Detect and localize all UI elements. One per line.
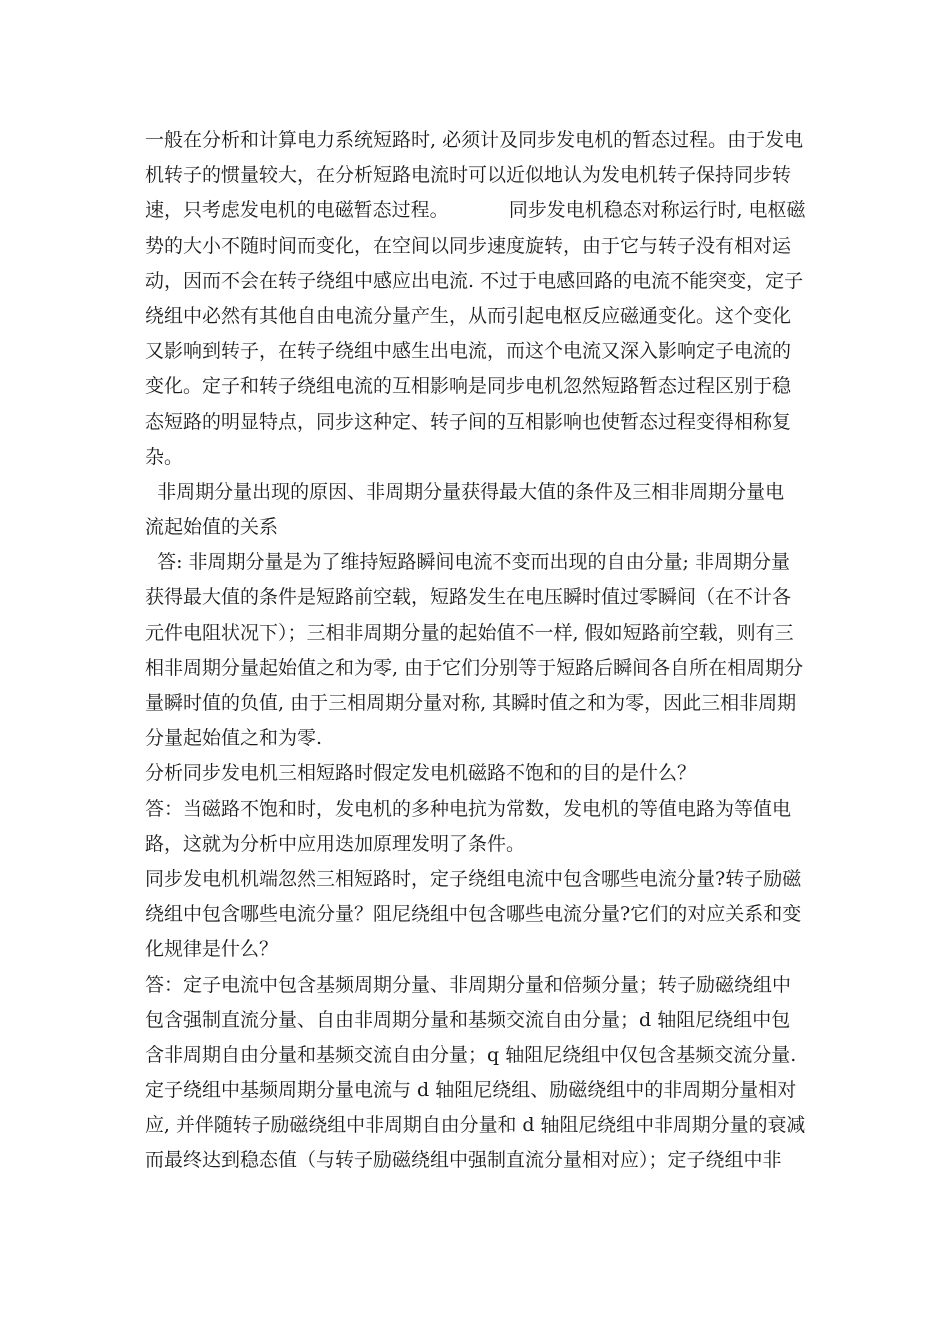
- text-line: 非周期分量出现的原因、非周期分量获得最大值的条件及三相非周期分量电: [145, 480, 785, 503]
- text-line: 应, 并伴随转子励磁绕组中非周期自由分量和 d 轴阻尼绕组中非周期分量的衰减: [145, 1114, 806, 1137]
- text-line: 势的大小不随时间而变化，在空间以同步速度旋转，由于它与转子没有相对运: [145, 234, 792, 257]
- text-line: 速，只考虑发电机的电磁暂态过程。 同步发电机稳态对称运行时, 电枢磁: [145, 199, 806, 222]
- text-line: 路，这就为分析中应用迭加原理发明了条件。: [145, 832, 526, 855]
- text-line: 分量起始值之和为零.: [145, 727, 323, 750]
- text-line: 相非周期分量起始值之和为零, 由于它们分别等于短路后瞬间各自所在相周期分: [145, 656, 804, 679]
- text-line: 态短路的明显特点，同步这种定、转子间的互相影响也使暂态过程变得相称复: [145, 410, 792, 433]
- text-line: 定子绕组中基频周期分量电流与 d 轴阻尼绕组、励磁绕组中的非周期分量相对: [145, 1079, 797, 1102]
- text-line: 又影响到转子，在转子绕组中感生出电流，而这个电流又深入影响定子电流的: [145, 340, 792, 363]
- body-text: [145, 123, 805, 1179]
- text-line: 动，因而不会在转子绕组中感应出电流. 不过于电感回路的电流不能突变，定子: [145, 269, 804, 292]
- text-line: 流起始值的关系: [145, 516, 279, 539]
- text-line: 机转子的惯量较大，在分析短路电流时可以近似地认为发电机转子保持同步转: [145, 164, 792, 187]
- text-line: 答: 非周期分量是为了维持短路瞬间电流不变而出现的自由分量; 非周期分量: [145, 551, 790, 574]
- text-line: 包含强制直流分量、自由非周期分量和基频交流自由分量；d 轴阻尼绕组中包: [145, 1008, 791, 1031]
- text-line: 而最终达到稳态值（与转子励磁绕组中强制直流分量相对应）；定子绕组中非: [145, 1149, 782, 1172]
- text-line: 量瞬时值的负值, 由于三相周期分量对称, 其瞬时值之和为零，因此三相非周期: [145, 692, 797, 714]
- text-line: 分析同步发电机三相短路时假定发电机磁路不饱和的目的是什么？: [145, 762, 697, 785]
- text-line: 同步发电机机端忽然三相短路时，定子绕组电流中包含哪些电流分量?转子励磁: [145, 867, 802, 890]
- text-line: 答：当磁路不饱和时，发电机的多种电抗为常数，发电机的等值电路为等值电: [145, 797, 792, 820]
- text-line: 获得最大值的条件是短路前空载，短路发生在电压瞬时值过零瞬间（在不计各: [145, 586, 792, 609]
- text-line: 含非周期自由分量和基频交流自由分量；q 轴阻尼绕组中仅包含基频交流分量.: [145, 1043, 797, 1066]
- text-line: 绕组中包含哪些电流分量？阻尼绕组中包含哪些电流分量?它们的对应关系和变: [145, 903, 802, 926]
- text-line: 变化。定子和转子绕组电流的互相影响是同步电机忽然短路暂态过程区别于稳: [145, 375, 792, 398]
- text-line: 绕组中必然有其他自由电流分量产生，从而引起电枢反应磁通变化。这个变化: [145, 304, 792, 327]
- text-line: 杂。: [145, 445, 184, 468]
- text-line: 一般在分析和计算电力系统短路时, 必须计及同步发电机的暂态过程。由于发电: [145, 129, 804, 151]
- text-line: 化规律是什么？: [145, 938, 279, 961]
- text-line: 答：定子电流中包含基频周期分量、非周期分量和倍频分量；转子励磁绕组中: [145, 973, 792, 996]
- text-line: 元件电阻状况下）；三相非周期分量的起始值不一样, 假如短路前空载，则有三: [145, 621, 794, 644]
